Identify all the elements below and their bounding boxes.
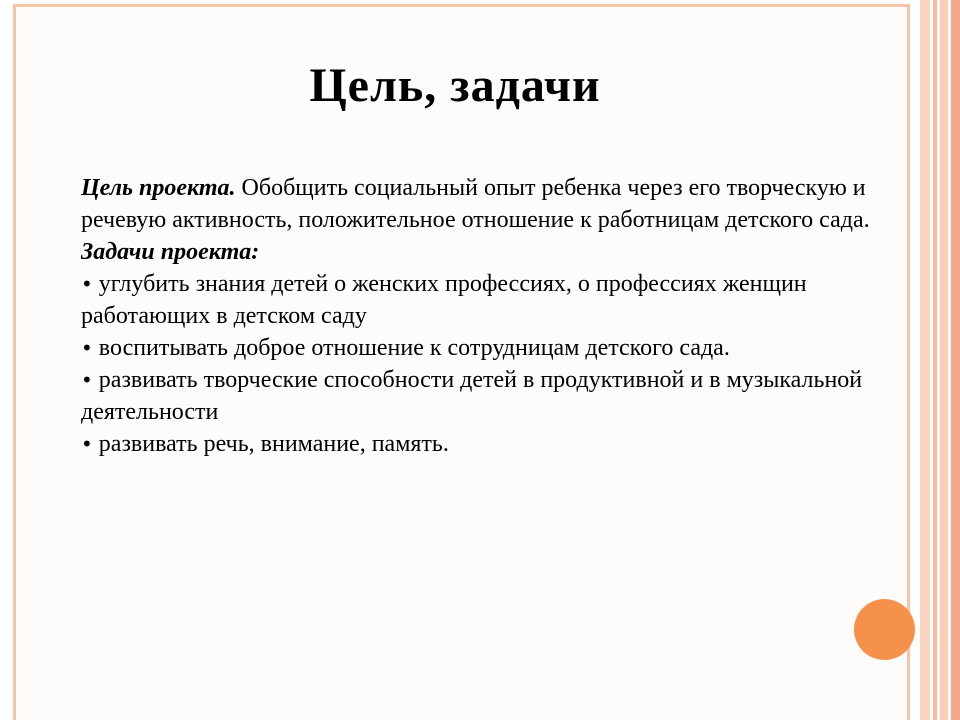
bullet-icon: •	[81, 432, 93, 456]
task-text: воспитывать доброе отношение к сотрудницам детского сада.	[92, 335, 730, 361]
goal-text: Обобщить социальный опыт ребенка через его творческую и речевую активность, положительное отношение к работницам детского сада.	[81, 175, 870, 233]
task-item	[81, 268, 881, 332]
decorative-stripe	[933, 0, 937, 720]
goal-paragraph	[81, 172, 881, 236]
task-item	[81, 364, 881, 428]
decorative-stripe	[940, 0, 948, 720]
goal-label: Цель проекта.	[81, 175, 236, 201]
slide-title: Цель, задачи	[309, 59, 601, 112]
tasks-heading	[81, 236, 881, 268]
bullet-icon: •	[81, 272, 93, 296]
slide-body	[81, 172, 881, 460]
task-text: развивать творческие способности детей в продуктивной и в музыкальной деятельности	[81, 367, 863, 425]
task-text: углубить знания детей о женских профессиях, о профессиях женщин работающих в детском саду	[81, 271, 807, 329]
decorative-stripe	[951, 0, 960, 720]
task-item	[81, 332, 881, 364]
decorative-stripe	[920, 0, 930, 720]
bullet-icon: •	[81, 368, 93, 392]
task-item	[81, 428, 881, 460]
tasks-label: Задачи проекта:	[81, 239, 260, 265]
task-text: развивать речь, внимание, память.	[92, 431, 449, 457]
decorative-circle	[854, 599, 915, 660]
bullet-icon: •	[81, 336, 93, 360]
